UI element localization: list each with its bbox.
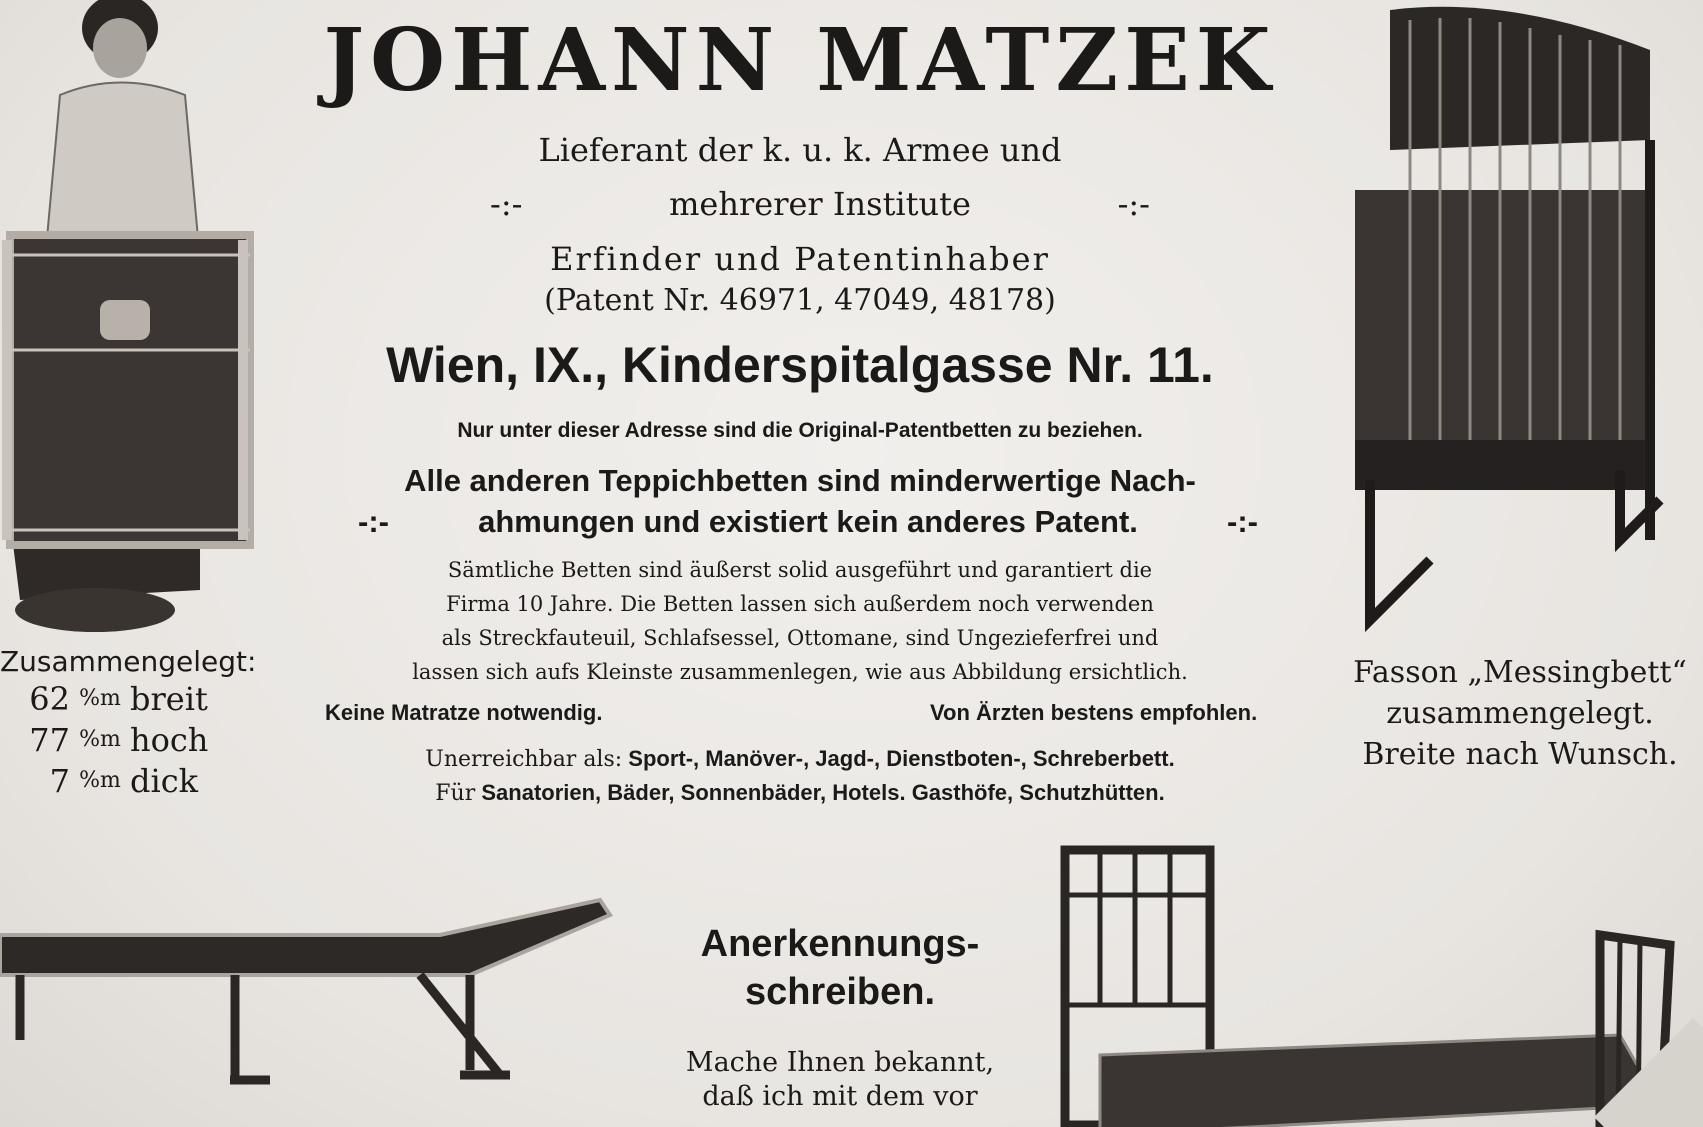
uses-line bbox=[300, 746, 1300, 772]
dimension-row bbox=[0, 760, 260, 801]
description-block bbox=[300, 553, 1300, 689]
dimension-row bbox=[0, 719, 260, 760]
warning-line-1: Alle anderen Teppichbetten sind minderwertige Nach- bbox=[404, 463, 1196, 498]
warning-text-2: ahmungen und existiert kein anderes Patent. bbox=[478, 504, 1138, 539]
iron-bed-illustration bbox=[1060, 845, 1680, 1127]
messingbett-caption bbox=[1340, 652, 1700, 775]
dimension-value: 7 bbox=[49, 761, 70, 800]
supplier-line: Lieferant der k. u. k. Armee und bbox=[538, 131, 1062, 169]
caption-line: Fasson „Messingbett“ bbox=[1353, 655, 1687, 690]
warning-separator-left: -:- bbox=[358, 504, 389, 539]
doctors-claim: Von Ärzten bestens empfohlen. bbox=[930, 700, 1258, 725]
dimensions-heading: Zusammengelegt: bbox=[0, 645, 257, 678]
caption-line: Breite nach Wunsch. bbox=[1362, 737, 1678, 772]
folded-dimensions bbox=[0, 645, 260, 801]
address: Wien, IX., Kinderspitalgasse Nr. 11. bbox=[386, 337, 1214, 393]
dimension-unit: %m bbox=[79, 768, 121, 793]
for-list: Sanatorien, Bäder, Sonnenbäder, Hotels. Gasthöfe, Schutzhütten. bbox=[481, 780, 1165, 805]
dimension-label: hoch bbox=[130, 720, 209, 759]
uses-prefix: Unerreichbar als: bbox=[425, 747, 623, 772]
folded-messingbett-illustration bbox=[1350, 0, 1690, 640]
institutes-text: mehrerer Institute bbox=[669, 185, 971, 223]
company-name: JOHANN MATZEK bbox=[323, 10, 1277, 111]
dimension-label: dick bbox=[130, 761, 199, 800]
testimonials-title-line: Anerkennungs- bbox=[700, 923, 980, 965]
dimension-unit: %m bbox=[79, 727, 121, 752]
caption-line: zusammengelegt. bbox=[1386, 696, 1654, 731]
institutes-line bbox=[490, 185, 1150, 223]
description-line: als Streckfauteuil, Schlafsessel, Ottomane, sind Ungezieferfrei und bbox=[441, 626, 1159, 650]
uses-list: Sport-, Manöver-, Jagd-, Dienstboten-, Schreberbett. bbox=[628, 746, 1175, 771]
deck-chair-bed-illustration bbox=[0, 890, 620, 1100]
dimension-row bbox=[0, 678, 260, 719]
woman-with-folded-bed-illustration bbox=[0, 0, 260, 640]
testimonial-line: Mache Ihnen bekannt, bbox=[685, 1047, 995, 1078]
no-mattress-claim: Keine Matratze notwendig. bbox=[325, 700, 603, 725]
description-line: lassen sich aufs Kleinste zusammenlegen, wie aus Abbildung ersichtlich. bbox=[412, 660, 1188, 684]
dimension-label: breit bbox=[130, 679, 208, 718]
testimonial-line: daß ich mit dem vor bbox=[702, 1081, 978, 1112]
address-note: Nur unter dieser Adresse sind die Original-Patentbetten zu beziehen. bbox=[457, 419, 1143, 442]
description-line: Firma 10 Jahre. Die Betten lassen sich außerdem noch verwenden bbox=[446, 592, 1154, 616]
testimonials-title bbox=[660, 920, 1020, 1016]
dimension-value: 62 bbox=[29, 679, 70, 718]
inventor-line: Erfinder und Patentinhaber bbox=[550, 240, 1050, 278]
testimonials-title-line: schreiben. bbox=[744, 971, 936, 1013]
warning-line-2 bbox=[358, 506, 1258, 537]
patent-numbers: (Patent Nr. 46971, 47049, 48178) bbox=[544, 283, 1056, 318]
separator-left: -:- bbox=[490, 185, 523, 223]
separator-right: -:- bbox=[1117, 185, 1150, 223]
testimonial-text bbox=[660, 1046, 1020, 1114]
warning-separator-right: -:- bbox=[1227, 504, 1258, 539]
description-line: Sämtliche Betten sind äußerst solid ausgeführt und garantiert die bbox=[447, 558, 1153, 582]
for-prefix: Für bbox=[435, 781, 476, 806]
dimension-unit: %m bbox=[79, 686, 121, 711]
dimension-value: 77 bbox=[29, 720, 70, 759]
for-line bbox=[300, 780, 1300, 806]
